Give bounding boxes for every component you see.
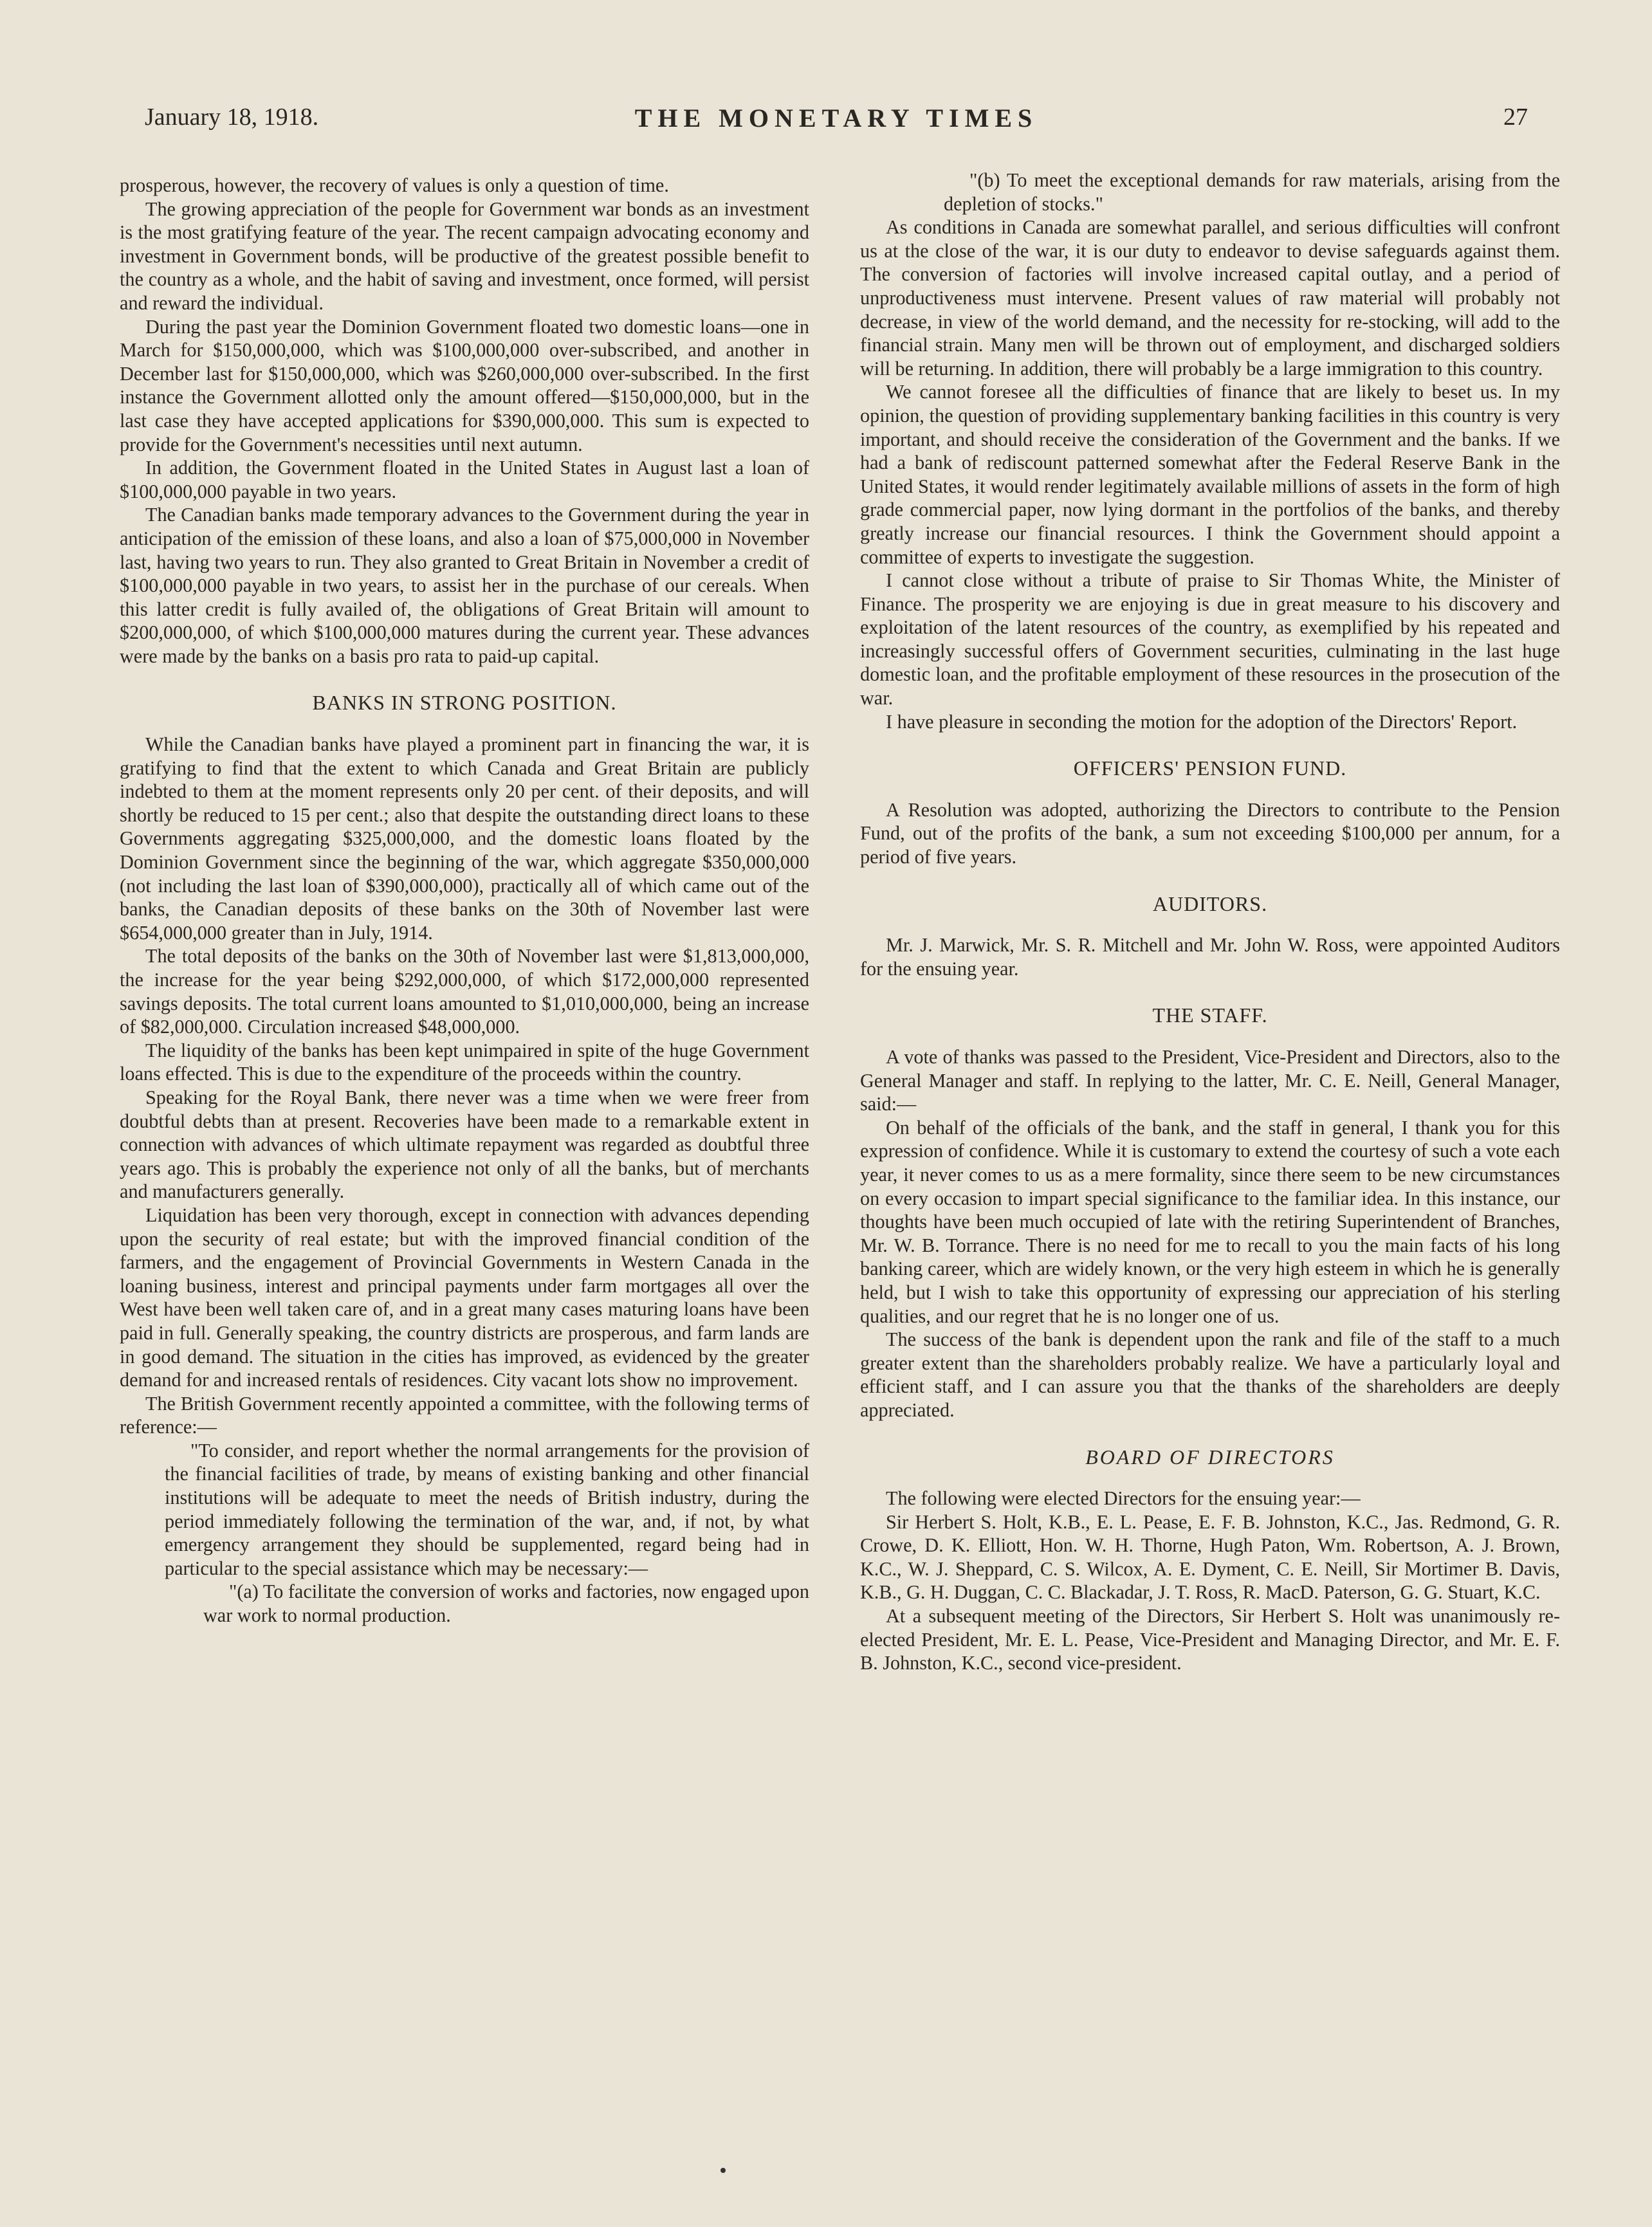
block-quote-item: "(b) To meet the exceptional demands for raw materials, arising from the depletion of stocks." bbox=[944, 169, 1560, 215]
page-number: 27 bbox=[1503, 104, 1528, 131]
paragraph: At a subsequent meeting of the Directors, Sir Herbert S. Holt was unanimously re-elected President, Mr. E. L. Pease, Vice-President and Managing Director, and Mr. E. F. B. Johnston, K.C., second vice-president. bbox=[860, 1605, 1560, 1674]
paragraph: I have pleasure in seconding the motion for the adoption of the Directors' Report. bbox=[886, 710, 1518, 733]
paragraph: Liquidation has been very thorough, except in connection with advances depending upon the security of real estate; but with the improved financial condition of the farmers, and the engagement of Provincial Governments in Western Canada in the loaning business, interest and principal payments under farm mortgages all over the West have been well taken care of, and in a great many cases maturing loans have been paid in full. Generally speaking, the country districts are prosperous, and farm lands are in good demand. The situation in the cities has improved, as evidenced by the greater demand for and increased rentals of residences. City vacant lots show no improvement. bbox=[120, 1204, 809, 1391]
paragraph: We cannot foresee all the difficulties of finance that are likely to beset us. In my opinion, the question of providing supplementary banking facilities in this country is very important, and should receive the consideration of the Government and the banks. If we had a bank of rediscount patterned somewhat after the Federal Reserve Bank in the United States, it would render legitimately available millions of assets in the form of high grade commercial paper, now lying dormant in the portfolios of the banks, and thereby greatly increase our financial resources. I think the Government should appoint a committee of experts to investigate the suggestion. bbox=[860, 381, 1560, 568]
paragraph: A vote of thanks was passed to the President, Vice-President and Directors, also to the General Manager and staff. In replying to the latter, Mr. C. E. Neill, General Manager, said:— bbox=[860, 1046, 1560, 1115]
paragraph: The Canadian banks made temporary advances to the Government during the year in anticipation of the emission of these loans, and also a loan of $75,000,000 in November last, having two years to run. They also granted to Great Britain in November a credit of $100,000,000 payable in two years, to assist her in the purchase of our cereals. When this latter credit is fully availed of, the obligations of Great Britain will amount to $200,000,000, of which $100,000,000 matures during the current year. These advances were made by the banks on a basis pro rata to paid-up capital. bbox=[120, 504, 809, 667]
paragraph: A Resolution was adopted, authorizing the Directors to contribute to the Pension Fund, out of the profits of the bank, a sum not exceeding $100,000 per annum, for a period of five years. bbox=[860, 798, 1560, 868]
paragraph: The following were elected Directors for the ensuing year:— bbox=[886, 1487, 1361, 1510]
paragraph: The total deposits of the banks on the 30th of November last were $1,813,000,000, the increase for the year being $292,000,000, of which $172,000,000 represented savings deposits. The total current loans amounted to $1,010,000,000, being an increase of $82,000,000. Circulation increased $48,000,000. bbox=[120, 945, 809, 1038]
paragraph: Speaking for the Royal Bank, there never was a time when we were freer from doubtful debts than at present. Recoveries have been made to a remarkable extent in connection with advances of which ultimate repayment was regarded as doubtful three years ago. This is probably the experience not only of all the banks, but of merchants and manufacturers generally. bbox=[120, 1086, 809, 1203]
section-heading: AUDITORS. bbox=[1152, 892, 1268, 915]
block-quote: "To consider, and report whether the normal arrangements for the provision of the financial facilities of trade, by means of existing banking and other financial institutions will be adequate to meet the needs of British industry, during the period immediately following the termination of the war, and, if not, by what emergency arrangement they should be supplemented, regard being had in particular to the special assistance which may be necessary:— bbox=[165, 1439, 809, 1579]
paragraph: The success of the bank is dependent upon the rank and file of the staff to a much greater extent than the shareholders probably realize. We have a particularly loyal and efficient staff, and I can assure you that the thanks of the shareholders are deeply appreciated. bbox=[860, 1328, 1560, 1421]
page-mark bbox=[720, 2168, 726, 2173]
paragraph: During the past year the Dominion Government floated two domestic loans—one in March for $150,000,000, which was $100,000,000 over-subscribed, and another in December last for $150,000,000, which was $260,000,000 over-subscribed. In the first instance the Government allotted only the amount offered—$150,000,000, but in the last case they have accepted applications for $390,000,000. This sum is expected to provide for the Government's necessities until next autumn. bbox=[120, 315, 809, 455]
section-heading: THE STAFF. bbox=[1152, 1004, 1268, 1027]
paragraph: I cannot close without a tribute of praise to Sir Thomas White, the Minister of Finance. The prosperity we are enjoying is due in great measure to his discovery and exploitation of the latent resources of the country, as exemplified by his repeated and increasingly successful offers of Government securities, culminating in the last huge domestic loan, and the profitable employment of these resources in the prosecution of the war. bbox=[860, 569, 1560, 710]
publication-title: THE MONETARY TIMES bbox=[634, 104, 1038, 133]
block-quote-item: "(a) To facilitate the conversion of works and factories, now engaged upon war work to normal production. bbox=[203, 1581, 809, 1627]
paragraph: On behalf of the officials of the bank, and the staff in general, I thank you for this expression of confidence. While it is customary to extend the courtesy of such a vote each year, it never comes to us as a mere formality, since there seem to be new circumstances on every occasion to impart special significance to the familiar idea. In this instance, our thoughts have been much occupied of late with the retiring Superintendent of Branches, Mr. W. B. Torrance. There is no need for me to recall to you the main facts of his long banking career, which are widely known, or the very high esteem in which he is generally held, but I wish to take this opportunity of expressing our appreciation of his sterling qualities, and our regret that he is no longer one of us. bbox=[860, 1116, 1560, 1327]
paragraph: The growing appreciation of the people for Government war bonds as an investment is the most gratifying feature of the year. The recent campaign advocating economy and investment in Government bonds, will be productive of the greatest possible benefit to the country as a whole, and the habit of saving and investment, once formed, will persist and reward the individual. bbox=[120, 197, 809, 314]
paragraph: While the Canadian banks have played a prominent part in financing the war, it is gratifying to find that the extent to which Canada and Great Britain are publicly indebted to them at the moment represents only 20 per cent. of their deposits, and will shortly be reduced to 15 per cent.; also that despite the outstanding direct loans to these Governments aggregating $325,000,000, and the domestic loans floated by the Dominion Government since the beginning of the war, which aggregate $350,000,000 (not including the last loan of $390,000,000), practically all of which came out of the banks, the Canadian deposits of these banks on the 30th of November last were $654,000,000 greater than in July, 1914. bbox=[120, 733, 809, 944]
paragraph: In addition, the Government floated in the United States in August last a loan of $100,000,000 payable in two years. bbox=[120, 457, 809, 502]
paragraph: Sir Herbert S. Holt, K.B., E. L. Pease, E. F. B. Johnston, K.C., Jas. Redmond, G. R. Crowe, D. K. Elliott, Hon. W. H. Thorne, Hugh Paton, Wm. Robertson, A. J. Brown, K.C., W. J. Sheppard, C. S. Wilcox, A. E. Dyment, C. E. Neill, Sir Mortimer B. Davis, K.B., G. H. Duggan, C. C. Blackadar, J. T. Ross, R. MacD. Paterson, G. G. Stuart, K.C. bbox=[860, 1510, 1560, 1604]
page-header bbox=[145, 103, 1528, 142]
paragraph: Mr. J. Marwick, Mr. S. R. Mitchell and Mr. John W. Ross, were appointed Auditors for the ensuing year. bbox=[860, 934, 1560, 980]
issue-date: January 18, 1918. bbox=[145, 104, 319, 131]
paragraph: As conditions in Canada are somewhat parallel, and serious difficulties will confront us at the close of the war, it is our duty to endeavor to devise safeguards against them. The conversion of factories will involve increased capital outlay, and a period of unproductiveness must intervene. Present values of raw material will probably not decrease, in view of the world demand, and the necessity for re-stocking, will add to the financial strain. Many men will be thrown out of employment, and discharged soldiers will be returning. In addition, there will probably be a large immigration to this country. bbox=[860, 216, 1560, 380]
section-heading: OFFICERS' PENSION FUND. bbox=[1073, 756, 1347, 780]
paragraph: The British Government recently appointed a committee, with the following terms of reference:— bbox=[120, 1392, 809, 1438]
left-column bbox=[120, 174, 809, 1627]
paragraph: The liquidity of the banks has been kept unimpaired in spite of the huge Government loans effected. This is due to the expenditure of the proceeds within the country. bbox=[120, 1039, 809, 1085]
right-column bbox=[860, 169, 1560, 1675]
paragraph: prosperous, however, the recovery of values is only a question of time. bbox=[120, 174, 669, 196]
section-heading: BANKS IN STRONG POSITION. bbox=[312, 691, 617, 715]
section-heading: BOARD OF DIRECTORS bbox=[1085, 1445, 1335, 1469]
